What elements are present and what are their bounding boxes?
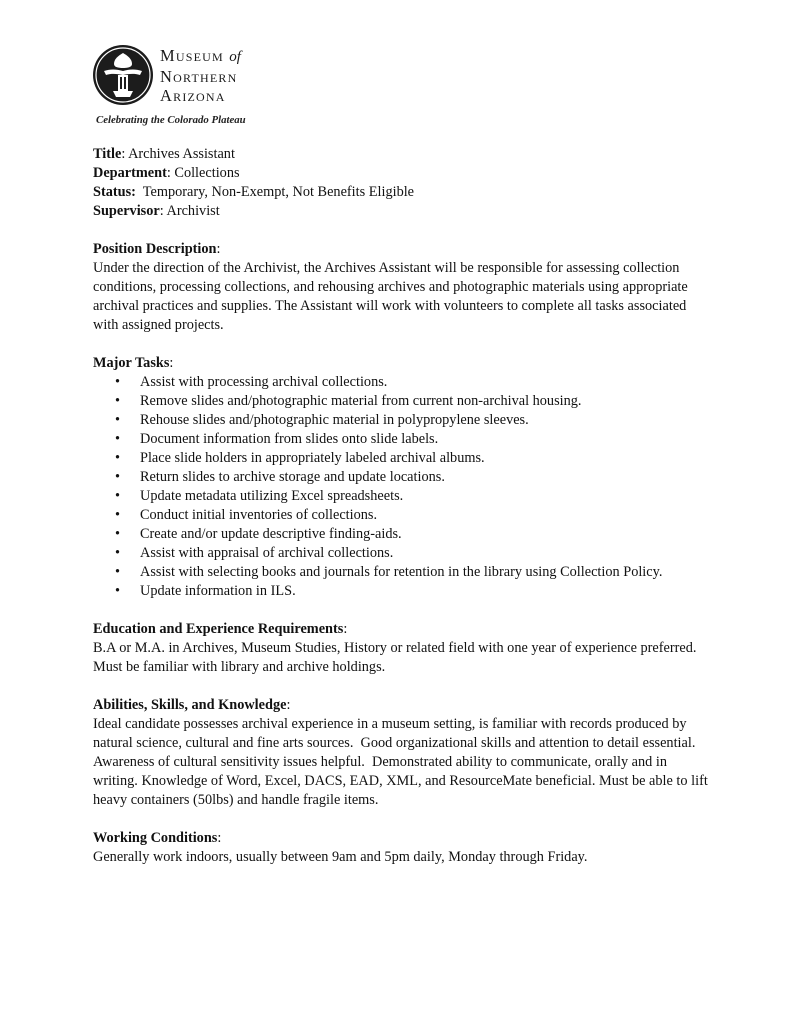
museum-emblem-icon [92, 44, 154, 106]
museum-logo [88, 40, 328, 130]
section-heading: Major Tasks: [93, 355, 174, 371]
bullet-icon: • [115, 469, 121, 485]
list-item: • Place slide holders in appropriately labeled archival albums. [115, 450, 485, 466]
bullet-icon: • [115, 374, 121, 390]
list-item: • Assist with appraisal of archival collections. [115, 545, 394, 561]
bullet-icon: • [115, 526, 121, 542]
bullet-icon: • [115, 545, 121, 561]
list-item: • Create and/or update descriptive finding-aids. [115, 526, 402, 542]
logo-line-3: Arizona [160, 86, 226, 105]
bullet-icon: • [115, 488, 121, 504]
bullet-icon: • [115, 450, 121, 466]
section-heading: Working Conditions: [93, 830, 222, 846]
meta-status: Status: Temporary, Non-Exempt, Not Benefits Eligible [93, 184, 415, 200]
logo-tagline: Celebrating the Colorado Plateau [96, 114, 246, 126]
list-item: • Assist with selecting books and journals for retention in the library using Collection Policy. [115, 564, 663, 580]
section-heading: Education and Experience Requirements: [93, 621, 348, 637]
logo-line-1: Museum of [160, 46, 241, 65]
bullet-icon: • [115, 564, 121, 580]
job-description [93, 145, 713, 867]
bullet-icon: • [115, 583, 121, 599]
education-section [93, 620, 713, 677]
working-conditions-text: Generally work indoors, usually between 9am and 5pm daily, Monday through Friday. [93, 849, 588, 865]
list-item: • Update information in ILS. [115, 583, 296, 599]
logo-line-2: Northern [160, 67, 238, 86]
working-conditions-section [93, 829, 713, 867]
list-item: • Rehouse slides and/photographic material in polypropylene sleeves. [115, 412, 529, 428]
list-item: • Conduct initial inventories of collections. [115, 507, 378, 523]
meta-supervisor: Supervisor: Archivist [93, 203, 220, 219]
section-heading: Position Description: [93, 241, 221, 257]
bullet-icon: • [115, 393, 121, 409]
position-description-text: Under the direction of the Archivist, the Archives Assistant will be responsible for assessing collection conditions, processing collections, and rehousing archives and photographic materials using appropriate archival practices and supplies. The Assistant will work with volunteers to complete all tasks associated with assigned projects. [93, 260, 688, 333]
list-item: • Assist with processing archival collections. [115, 374, 388, 390]
meta-department: Department: Collections [93, 165, 240, 181]
list-item: • Document information from slides onto slide labels. [115, 431, 439, 447]
position-description-section [93, 240, 713, 335]
section-heading: Abilities, Skills, and Knowledge: [93, 697, 291, 713]
list-item: • Update metadata utilizing Excel spreadsheets. [115, 488, 404, 504]
bullet-icon: • [115, 507, 121, 523]
task-list [93, 373, 713, 601]
abilities-section [93, 696, 713, 810]
meta-title: Title: Archives Assistant [93, 146, 235, 162]
abilities-text: Ideal candidate possesses archival experience in a museum setting, is familiar with records produced by natural science, cultural and fine arts sources. Good organizational skills and attention to detail essential. Awareness of cultural sensitivity issues helpful. Demonstrated ability to communicate, orally and in writing. Knowledge of Word, Excel, DACS, EAD, XML, and ResourceMate beneficial. Must be able to lift heavy containers (50lbs) and handle fragile items. [93, 716, 712, 808]
education-text: B.A or M.A. in Archives, Museum Studies, History or related field with one year of experience preferred. Must be familiar with library and archive holdings. [93, 640, 704, 675]
museum-name [160, 46, 241, 105]
list-item: • Return slides to archive storage and update locations. [115, 469, 445, 485]
bullet-icon: • [115, 412, 121, 428]
major-tasks-section [93, 354, 713, 601]
list-item: • Remove slides and/photographic material from current non-archival housing. [115, 393, 582, 409]
bullet-icon: • [115, 431, 121, 447]
